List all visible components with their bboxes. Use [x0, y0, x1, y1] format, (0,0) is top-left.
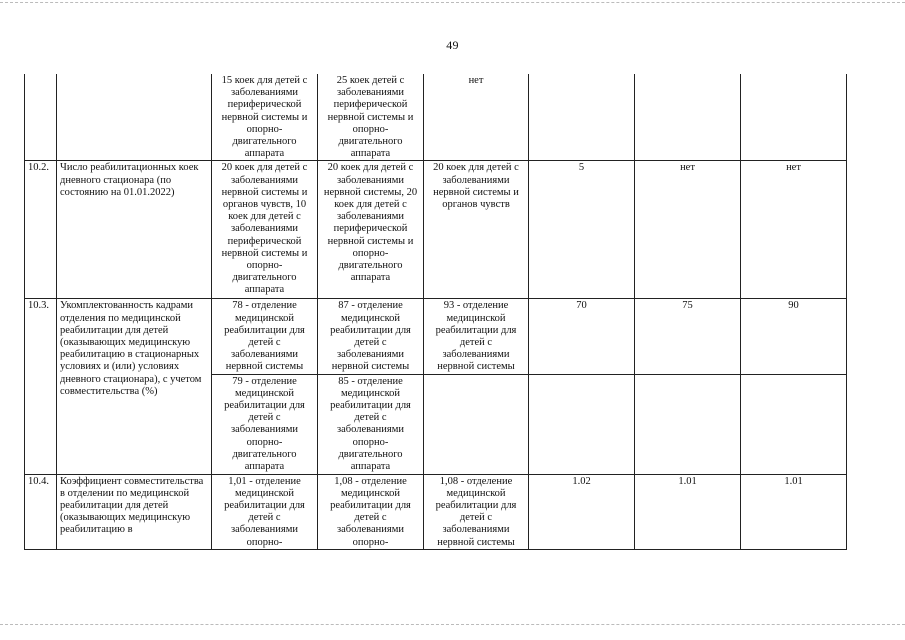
indicator-name: [57, 74, 212, 161]
indicator-name: Число реабилитационных коек дневного стационара (по состоянию на 01.01.2022): [57, 161, 212, 299]
cell-value: 5: [529, 161, 635, 299]
cell-text: 79 - отделение медицинской реабилитации для детей с заболеваниями опорно-двигательного аппарата: [212, 374, 318, 474]
scan-edge-top: [0, 2, 905, 3]
row-number: 10.4.: [25, 474, 57, 549]
page-number: 49: [446, 38, 459, 52]
cell-value: 1.01: [635, 474, 741, 549]
cell-value: 70: [529, 299, 635, 374]
table-row-10-2: [25, 161, 847, 299]
cell-empty: [635, 374, 741, 474]
cell-value: [529, 74, 635, 161]
cell-text: 25 коек детей с заболеваниями периферической нервной системы и опорно-двигательного аппарата: [318, 74, 424, 161]
cell-value: 75: [635, 299, 741, 374]
cell-text: 85 - отделение медицинской реабилитации для детей с заболеваниями опорно-двигательного аппарата: [318, 374, 424, 474]
cell-empty: [741, 374, 847, 474]
cell-text: 1,08 - отделение медицинской реабилитации для детей с заболеваниями опорно-: [318, 474, 424, 549]
indicators-table: [24, 74, 847, 550]
cell-value: 1.02: [529, 474, 635, 549]
cell-text: 15 коек для детей с заболеваниями периферической нервной системы и опорно-двигательного аппарата: [212, 74, 318, 161]
scan-edge-bottom: [0, 624, 905, 625]
cell-text: 1,01 - отделение медицинской реабилитации для детей с заболеваниями опорно-: [212, 474, 318, 549]
table-row-10-3: [25, 299, 847, 374]
cell-text: [424, 374, 529, 474]
cell-text: 20 коек для детей с заболеваниями нервной системы и органов чувств, 10 коек для детей с заболеваниями периферической нервной системы и опорно-двигательного аппарата: [212, 161, 318, 299]
cell-text: 1,08 - отделение медицинской реабилитации для детей с заболеваниями нервной системы: [424, 474, 529, 549]
table-row-10-4: [25, 474, 847, 549]
cell-empty: [529, 374, 635, 474]
cell-text: нет: [424, 74, 529, 161]
cell-value: [635, 74, 741, 161]
row-number: 10.3.: [25, 299, 57, 474]
cell-value: нет: [635, 161, 741, 299]
cell-text: 20 коек для детей с заболеваниями нервной системы и органов чувств: [424, 161, 529, 299]
row-number: 10.2.: [25, 161, 57, 299]
cell-text: 20 коек для детей с заболеваниями нервной системы, 20 коек для детей с заболеваниями периферической нервной системы и опорно-двигательного аппарата: [318, 161, 424, 299]
cell-value: 90: [741, 299, 847, 374]
cell-value: нет: [741, 161, 847, 299]
indicator-name: Коэффициент совместительства в отделении по медицинской реабилитации для детей (оказывающих медицинскую реабилитацию в: [57, 474, 212, 549]
cell-text: 87 - отделение медицинской реабилитации для детей с заболеваниями нервной системы: [318, 299, 424, 374]
indicator-name: Укомплектованность кадрами отделения по медицинской реабилитации для детей (оказывающих медицинскую реабилитацию в стационарных условиях и (или) условиях дневного стационара), с учетом совместительства (%): [57, 299, 212, 474]
cell-value: [741, 74, 847, 161]
cell-value: 1.01: [741, 474, 847, 549]
table-row-continuation: [25, 74, 847, 161]
cell-text: 93 - отделение медицинской реабилитации для детей с заболеваниями нервной системы: [424, 299, 529, 374]
cell-text: 78 - отделение медицинской реабилитации для детей с заболеваниями нервной системы: [212, 299, 318, 374]
row-number: [25, 74, 57, 161]
